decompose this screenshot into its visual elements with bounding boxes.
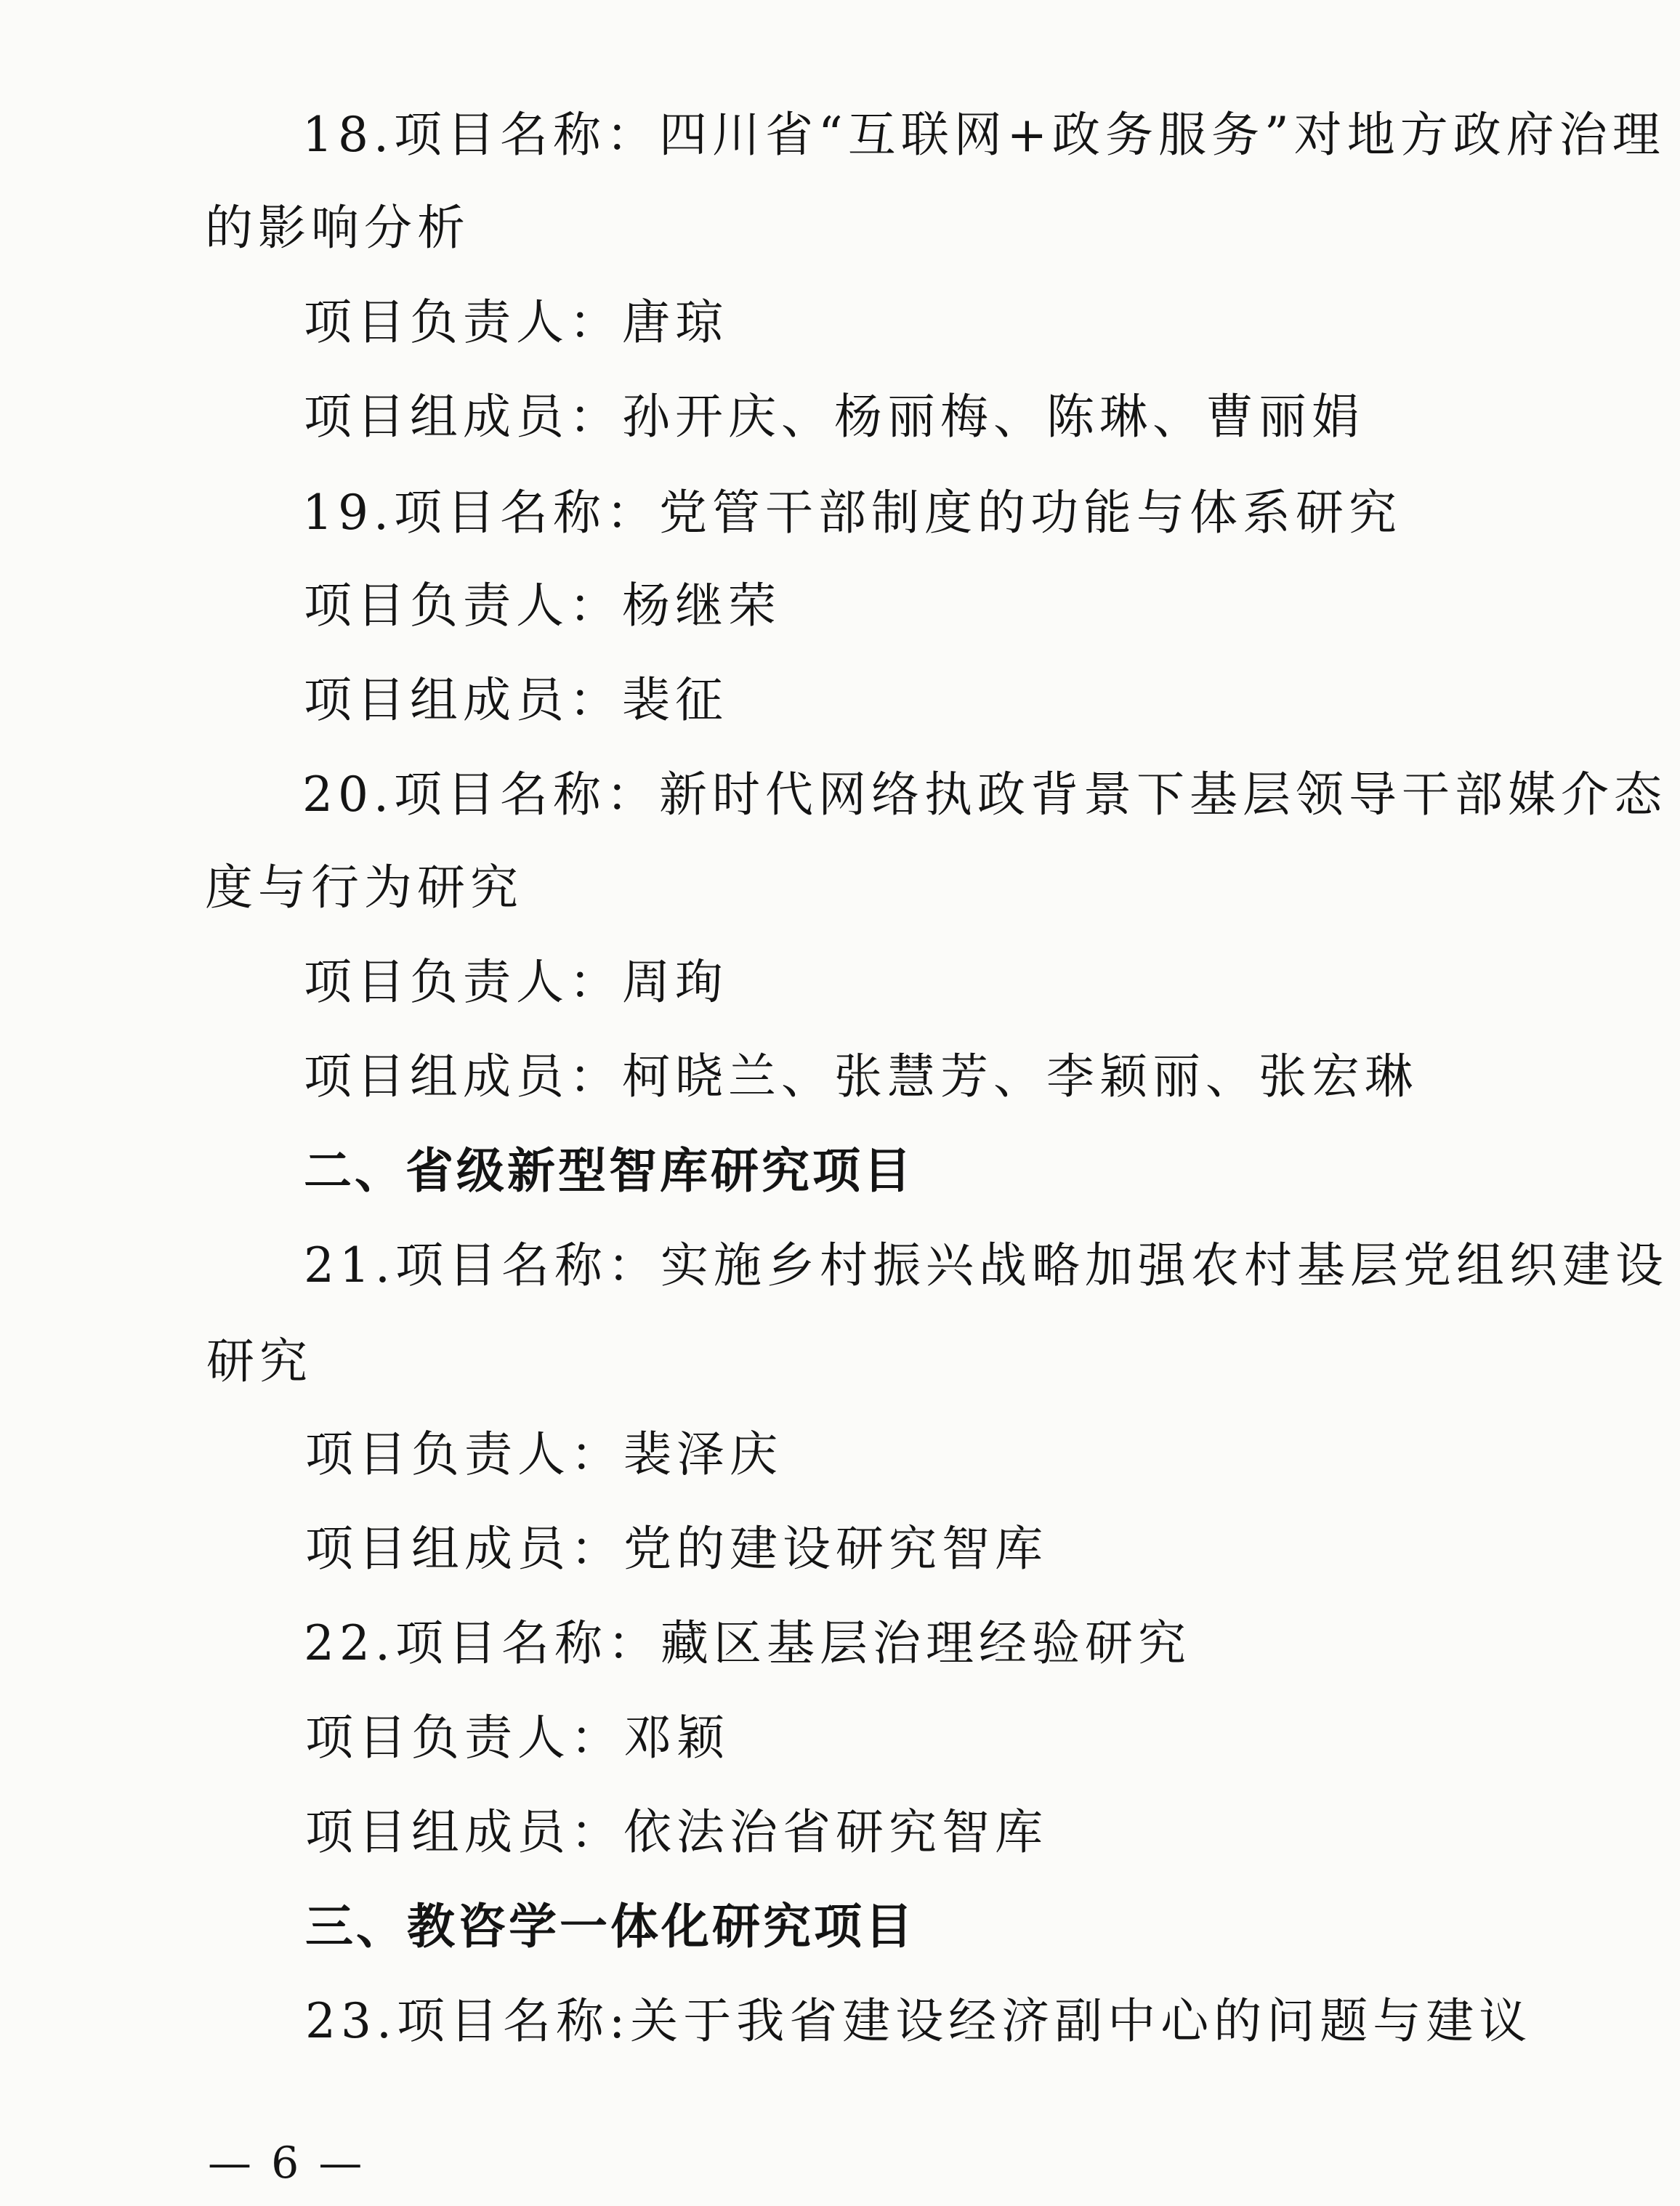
item-20-members: 项目组成员：柯晓兰、张慧芳、李颖丽、张宏琳 (304, 1049, 1418, 1104)
item-18-title-cont: 的影响分析 (205, 200, 470, 256)
section-heading-3: 三、教咨学一体化研究项目 (305, 1899, 916, 1955)
item-20-title: 20.项目名称：新时代网络执政背景下基层领导干部媒介态 (302, 767, 1667, 823)
item-19-title: 19.项目名称：党管干部制度的功能与体系研究 (302, 485, 1402, 541)
item-21-leader: 项目负责人：裴泽庆 (305, 1426, 783, 1482)
item-23-title: 23.项目名称:关于我省建设经济副中心的问题与建议 (305, 1993, 1532, 2049)
section-heading-2: 二、省级新型智库研究项目 (304, 1143, 914, 1199)
item-22-title: 22.项目名称：藏区基层治理经验研究 (304, 1615, 1191, 1671)
item-21-members: 项目组成员：党的建设研究智库 (305, 1521, 1048, 1577)
page-number: — 6 — (208, 2138, 366, 2189)
item-21-title: 21.项目名称：实施乡村振兴战略加强农村基层党组织建设 (304, 1237, 1668, 1293)
item-22-members: 项目组成员：依法治省研究智库 (305, 1804, 1048, 1860)
item-18-members: 项目组成员：孙开庆、杨丽梅、陈琳、曹丽娟 (304, 389, 1365, 445)
item-20-title-cont: 度与行为研究 (205, 860, 523, 916)
item-21-title-cont: 研究 (206, 1333, 312, 1389)
item-19-members: 项目组成员：裴征 (304, 672, 728, 728)
item-20-leader: 项目负责人：周珣 (304, 954, 728, 1010)
item-19-leader: 项目负责人：杨继荣 (304, 578, 781, 634)
item-18-title: 18.项目名称：四川省“互联网+政务服务”对地方政府治理 (302, 107, 1665, 163)
item-18-leader: 项目负责人：唐琼 (304, 294, 728, 350)
item-22-leader: 项目负责人：邓颖 (305, 1710, 730, 1766)
